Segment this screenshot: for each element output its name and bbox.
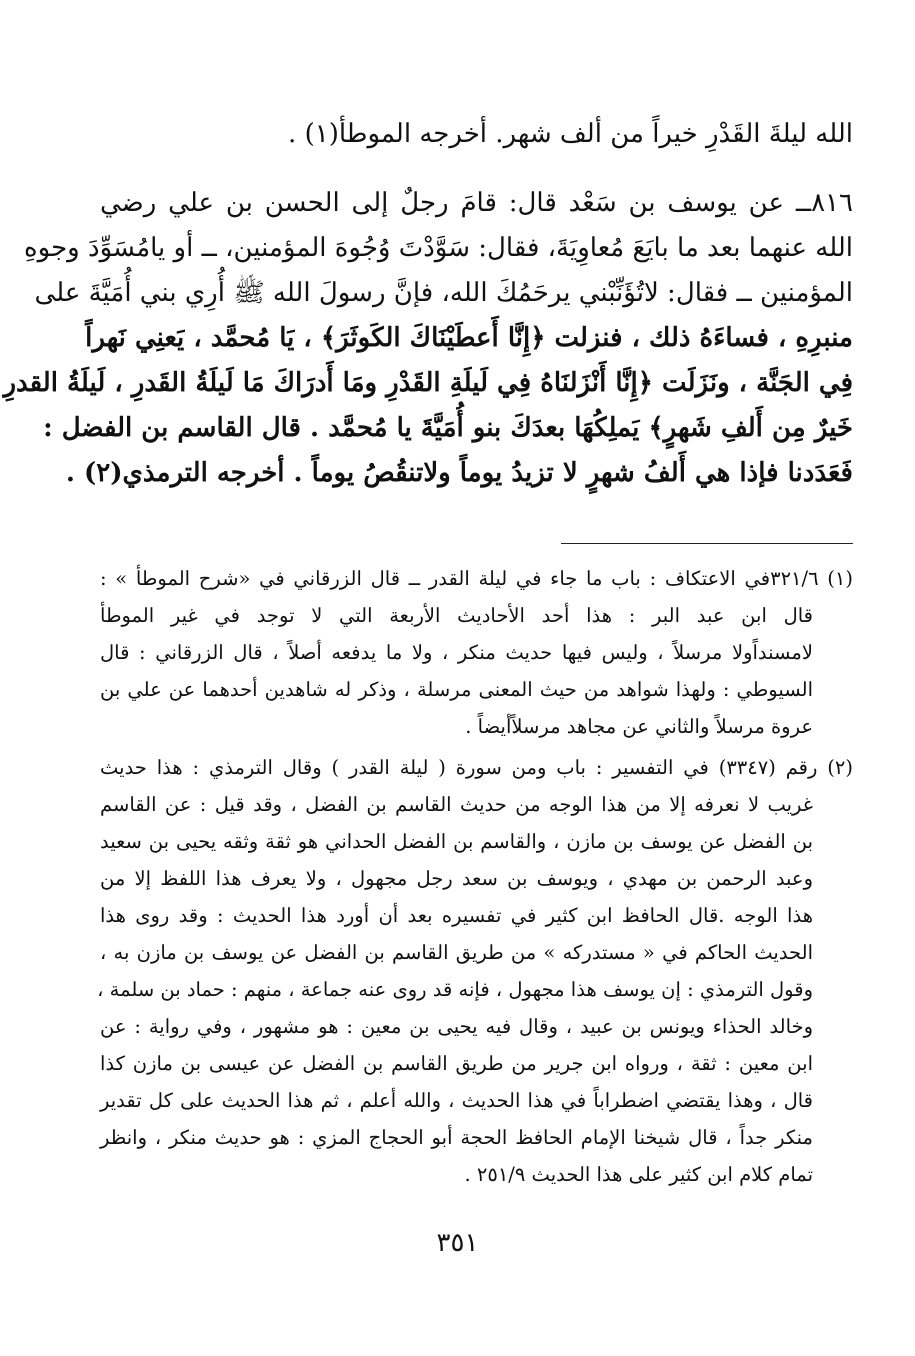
page-number: ٣٥١	[436, 1228, 479, 1258]
hadith-816-line: الله عنهما بعد ما بايَعَ مُعاوِيَةَ، فقال: سَوَّدْتَ وُجُوهَ المؤمنين، ــ أو يامُسَوِّدَ وجوهِ	[24, 233, 853, 263]
main-line: الله ليلةَ القَدْرِ خيراً من ألف شهر. أخرجه الموطأ(١) .	[288, 119, 853, 149]
main-text	[3, 112, 853, 496]
footnote-2-line: (٢) رقم (٣٣٤٧) في التفسير : باب ومن سورة ( ليلة القدر ) وقال الترمذي : هذا حديث	[100, 756, 853, 779]
hadith-816-line: فَعَدَدنا فإذا هي أَلفُ شهرٍ لا تزيدُ يوماً ولاتنقُصُ يوماً . أخرجه الترمذي(٢) .	[65, 458, 853, 488]
footnote-2-line: وخالد الحذاء ويونس بن عبيد ، وقال فيه يحيى بن معين : هو مشهور ، وفي رواية : عن	[100, 1015, 813, 1038]
hadith-816-line: ٨١٦ــ عن يوسف بن سَعْد قال: قامَ رجلٌ إلى الحسن بن علي رضي	[100, 188, 853, 218]
hadith-816-line: خَيرٌ مِن أَلفِ شَهرٍ﴾ يَملِكُهَا بعدَكَ بنو أُمَيَّةَ يا مُحمَّد . قال القاسم بن الفضل :	[43, 413, 853, 443]
footnote-2-line: تمام كلام ابن كثير على هذا الحديث ٢٥١/٩ .	[464, 1163, 813, 1186]
footnote-1-line: (١) ٣٢١/٦في الاعتكاف : باب ما جاء في ليلة القدر ــ قال الزرقاني في «شرح الموطأ » :	[100, 567, 853, 590]
hadith-816-line: فِي الجَنَّة ، ونَزَلَت ﴿إِنَّا أَنْزَلنَاهُ فِي لَيلَةِ القَدْرِ ومَا أَدرَاكَ مَا لَيلَةُ القَدرِ ، لَيلَةُ القدرِ	[3, 368, 853, 398]
footnote-2-line: قال ، وهذا يقتضي اضطراباً في هذا الحديث ، والله أعلم ، ثم هذا الحديث على كل تقدير	[100, 1089, 813, 1112]
hadith-816-line: المؤمنين ــ فقال: لاتُؤَنِّبْني يرحَمُكَ الله، فإنَّ رسولَ الله ﷺ أُرِي بني أُمَيَّةَ على	[34, 278, 853, 308]
footnote-2-line: غريب لا نعرفه إلا من هذا الوجه من حديث القاسم بن الفضل ، وقد قيل : عن القاسم	[100, 793, 813, 816]
footnote-2-line: وقول الترمذي : إن يوسف هذا مجهول ، فإنه قد روى عنه جماعة ، منهم : حماد بن سلمة ،	[97, 978, 813, 1001]
footnote-2-line: هذا الوجه .قال الحافظ ابن كثير في تفسيره بعد أن أورد هذا الحديث : وقد روى هذا	[100, 904, 813, 927]
footnote-2-line: منكر جداً ، قال شيخنا الإمام الحافظ الحجة أبو الحجاج المزي : هو حديث منكر ، وانظر	[100, 1126, 813, 1149]
footnote-2-line: ابن معين : ثقة ، ورواه ابن جرير من طريق القاسم بن الفضل عن عيسى بن مازن كذا	[100, 1052, 813, 1075]
footnote-1-line: السيوطي : ولهذا شواهد من حيث المعنى مرسلة ، وذكر له شاهدين أحدهما عن علي بن	[100, 678, 813, 701]
footnotes	[97, 560, 853, 1193]
footnote-2-line: وعبد الرحمن بن مهدي ، ويوسف بن سعد رجل مجهول ، ولا يعرف هذا اللفظ إلا من	[100, 867, 813, 890]
footnote-2-line: الحديث الحاكم في « مستدركه » من طريق القاسم بن الفضل عن يوسف بن مازن به ،	[100, 941, 813, 964]
footnote-1-line: قال ابن عبد البر : هذا أحد الأحاديث الأربعة التي لا توجد في غير الموطأ	[100, 604, 813, 627]
footnote-1-line: عروة مرسلاً والثاني عن مجاهد مرسلاًأيضاً .	[465, 715, 813, 738]
hadith-816-line: منبرِهِ ، فساءَهُ ذلك ، فنزلت ﴿إِنَّا أَعطَيْنَاكَ الكَوثَرَ﴾ ، يَا مُحمَّد ، يَعنِي نَهراً	[85, 323, 853, 353]
footnote-2-line: بن الفضل عن يوسف بن مازن ، والقاسم بن الفضل الحداني هو ثقة وثقه يحيى بن سعيد	[100, 830, 813, 853]
footnote-1-line: لامسنداًولا مرسلاً ، وليس فيها حديث منكر ، ولا ما يدفعه أصلاً ، قال الزرقاني : قال	[100, 641, 813, 664]
footnote-separator	[561, 543, 853, 544]
